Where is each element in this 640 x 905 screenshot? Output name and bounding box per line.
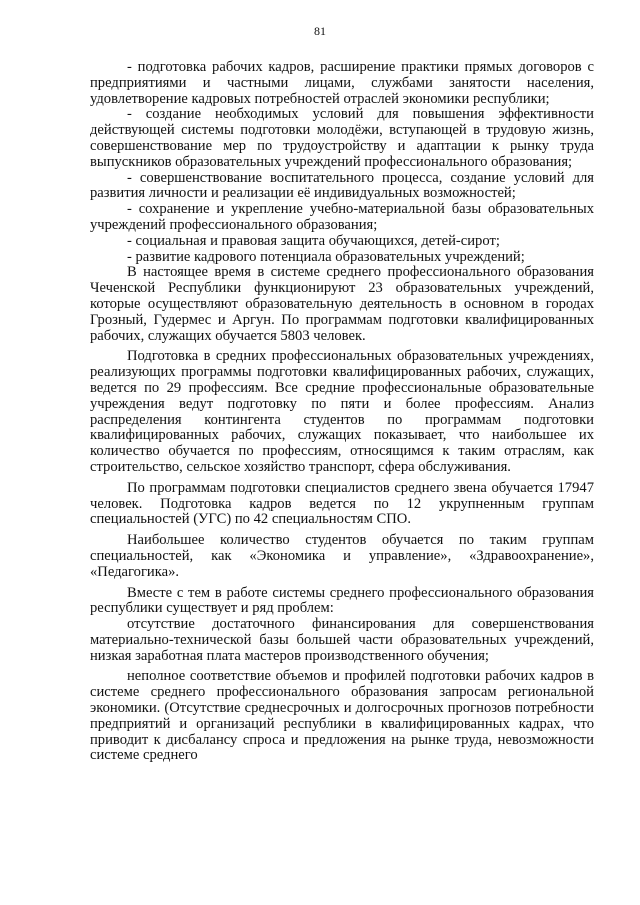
list-item: - сохранение и укрепление учебно-материальной базы образовательных учреждений профессионального образования; bbox=[90, 201, 594, 233]
body-text bbox=[90, 60, 594, 764]
list-item: - совершенствование воспитательного процесса, создание условий для развития личности и реализации её индивидуальных возможностей; bbox=[90, 169, 594, 202]
paragraph: По программам подготовки специалистов среднего звена обучается 17947 человек. Подготовка кадров ведется по 12 укрупненным группам специальностей (УГС) по 42 специальностям СПО. bbox=[90, 479, 594, 528]
paragraph: отсутствие достаточного финансирования для совершенствования материально-технической базы большей части образовательных учреждений, низкая заработная плата мастеров производственного обучения; bbox=[90, 616, 594, 664]
list-item: - развитие кадрового потенциала образовательных учреждений; bbox=[127, 248, 525, 265]
list-item: - социальная и правовая защита обучающихся, детей-сирот; bbox=[127, 232, 500, 249]
paragraph: Наибольшее количество студентов обучается по таким группам специальностей, как «Экономика и управление», «Здравоохранение», «Педагогика». bbox=[90, 532, 594, 580]
page-number: 81 bbox=[314, 24, 326, 38]
list-item: - создание необходимых условий для повышения эффективности действующей системы подготовки молодёжи, вступающей в трудовую жизнь, совершенствование мер по трудоустройству и адаптации к рынку труда выпускников образовательных учреждений профессионального образования; bbox=[90, 106, 594, 170]
paragraph: Вместе с тем в работе системы среднего профессионального образования республики существует и ряд проблем: bbox=[90, 584, 594, 617]
paragraph: Подготовка в средних профессиональных образовательных учреждениях, реализующих программы подготовки квалифицированных рабочих, служащих, ведется по 29 профессиям. Все средние профессиональные образовательные учреждения ведут подготовку по пяти и более профессиям. Анализ распределения контингента студентов по программам подготовки квалифицированных рабочих, служащих показывает, что наибольшее их количество обучается по профессиям, относящимся к таким отраслям, как строительство, сельское хозяйство транспорт, сфера обслуживания. bbox=[90, 348, 594, 475]
list-item: - подготовка рабочих кадров, расширение практики прямых договоров с предприятиями и частными лицами, службами занятости населения, удовлетворение кадровых потребностей отраслей экономики республики; bbox=[90, 59, 594, 107]
paragraph: неполное соответствие объемов и профилей подготовки рабочих кадров в системе среднего профессионального образования запросам региональной экономики. (Отсутствие среднесрочных и долгосрочных прогнозов потребности предприятий и организаций республики в квалифицированных кадрах, что приводит к дисбалансу спроса и предложения на рынке труда, невозможности системе среднего bbox=[90, 668, 594, 764]
paragraph: В настоящее время в системе среднего профессионального образования Чеченской Республики функционируют 23 образовательных учреждений, которые осуществляют образовательную деятельность в основном в городах Грозный, Гудермес и Аргун. По программам подготовки квалифицированных рабочих, служащих обучается 5803 человек. bbox=[90, 264, 594, 344]
